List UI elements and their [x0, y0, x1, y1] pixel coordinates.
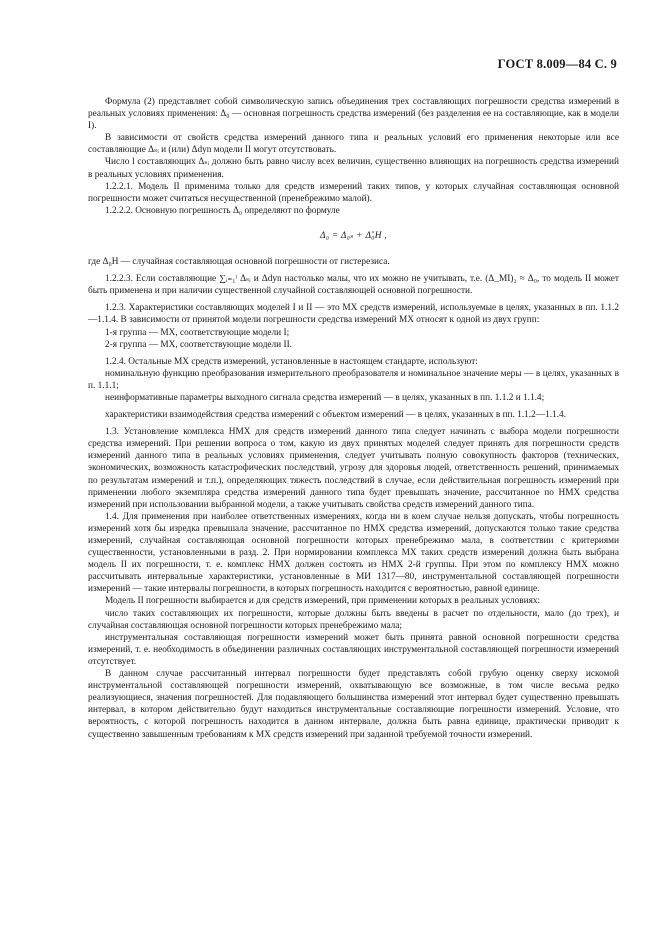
paragraph-1-4: 1.4. Для применения при наиболее ответственных измерениях, когда ни в коем случае нельзя допускать, чтобы погрешность измерений хотя бы изредка превышала значение, рассчитанное по НМХ средства измерений, допускаются только такие средства измерений, случайная составляющая основной погрешности которых пренебрежимо мала, в соответствии с критериями существенности, установленными в разд. 2. При нормировании комплекса МХ таких средств измерений должна быть выбрана модель II их погрешности, т. е. комплекс НМХ должен состоять из НМХ 2-й группы. При этом по комплексу НМХ можно рассчитывать интервальные характеристики, установленные в МИ 1317—80, инструментальной составляющей погрешности измерений — такие интервалы погрешности, в которых погрешность находится с вероятностью, равной единице. [88, 511, 619, 595]
page-header: ГОСТ 8.009—84 С. 9 [497, 57, 617, 71]
paragraph-model-2-selection: Модель II погрешности выбирается и для средств измерений, при применении которых в реальных условиях: [105, 596, 541, 607]
document-body [88, 96, 619, 741]
paragraph-components-absence: В зависимости от свойств средства измерений данного типа и реальных условий его применения некоторые или все составляющие Δₛᵢ и (или) Δdyn модели II могут отсутствовать. [88, 133, 619, 156]
list-item-noninformative-parameters: неинформативные параметры выходного сигнала средства измерений — в целях, указанных в пп. 1.1.2 и 1.1.4; [105, 392, 545, 403]
list-item-few-components: число таких составляющих их погрешности, которые должны быть введены в расчет по отдельности, мало (до трех), и случайная составляющая основной погрешности которых пренебрежимо мала; [88, 608, 619, 631]
paragraph-1-2-2-1: 1.2.2.1. Модель II применима только для средств измерений таких типов, у которых случайная составляющая основной погрешности может считаться несущественной (пренебрежимо малой). [88, 181, 619, 204]
paragraph-hysteresis-definition: где Δ₀H — случайная составляющая основной погрешности от гистерезиса. [88, 257, 390, 268]
list-item-group-1: 1-я группа — МХ, соответствующие модели I; [105, 327, 290, 338]
formula-basic-error: Δ₀ = Δ₀ₛ + Δ̊₀H , [319, 230, 388, 241]
paragraph-1-2-3: 1.2.3. Характеристики составляющих моделей I и II — это МХ средств измерений, используемые в целях, указанных в пп. 1.1.2—1.1.4. В зависимости от принятой модели погрешности средства измерений МХ относят к одной из двух групп: [88, 303, 619, 326]
paragraph-1-2-4: 1.2.4. Остальные МХ средств измерений, установленные в настоящем стандарте, используют: [105, 356, 478, 367]
paragraph-formula-2-description: Формула (2) представляет собой символическую запись объединения трех составляющих погрешности средства измерений в реальных условиях применения: Δ₀ — основная погрешность средства измерений (без разделения ее на составляющие, как в модели I). [88, 97, 619, 132]
paragraph-number-of-components: Число l составляющих Δₛᵢ должно быть равно числу всех величин, существенно влияющих на погрешность средства измерений в реальных условиях применения. [88, 157, 619, 180]
paragraph-interval-estimate: В данном случае рассчитанный интервал погрешности будет представлять собой грубую оценку сверху искомой инструментальной составляющей погрешности измерений, охватывающую все возможные, в том числе весьма редко реализующиеся, значения погрешностей. Для подавляющего большинства измерений этот интервал будет существенно превышать интервал, в котором действительно будут находиться инструментальные составляющие погрешности измерений. Условие, что вероятность, с которой погрешность находится в данном интервале, должна быть равна единице, практически приводит к существенно завышенным требованиям к МХ средств измерений при заданной требуемой точности измерений. [88, 669, 619, 740]
paragraph-1-2-2-2: 1.2.2.2. Основную погрешность Δ₀ определяют по формуле [105, 205, 340, 216]
paragraph-1-3: 1.3. Установление комплекса НМХ для средств измерений данного типа следует начинать с выбора модели погрешности средства измерений. При решении вопроса о том, какую из двух принятых моделей следует принять для погрешности средств измерений данного типа в реальных условиях применения, следует учитывать полную совокупность факторов (технических, экономических, возможность катастрофических последствий, угрозу для здоровья людей, ответственность решений, принимаемых по результатам измерений и т.п.), определяющих тяжесть последствий в случае, если действительная погрешность измерений при применении любого экземпляра средства измерений данного типа будет превышать значение, рассчитанное по НМХ средства измерений при использовании выбранной модели, а также учитывать свойства средств измерений данного типа. [88, 427, 619, 510]
list-item-nominal-function: номинальную функцию преобразования измерительного преобразователя и номинальное значение меры — в целях, указанных в п. 1.1.1; [88, 368, 619, 391]
list-item-group-2: 2-я группа — МХ, соответствующие модели II. [105, 339, 292, 350]
paragraph-1-2-2-3: 1.2.2.3. Если составляющие ∑ᵢ₌₁ˡ Δₛᵢ и Δdyn настолько малы, что их можно не учитывать, т.е. (Δ_MI)₂ ≈ Δ₀, то модель II может быть применена и при наличии существенной случайной составляющей основной погрешности. [88, 274, 619, 297]
list-item-interaction-characteristics: характеристики взаимодействия средства измерений с объектом измерений — в целях, указанных в пп. 1.1.2—1.1.4. [105, 410, 566, 421]
list-item-instrumental-component: инструментальная составляющая погрешности измерений может быть принята равной основной погрешности средства измерений, т. е. необходимость в объединении различных составляющих инструментальной составляющей погрешности измерений отсутствует. [88, 632, 619, 667]
